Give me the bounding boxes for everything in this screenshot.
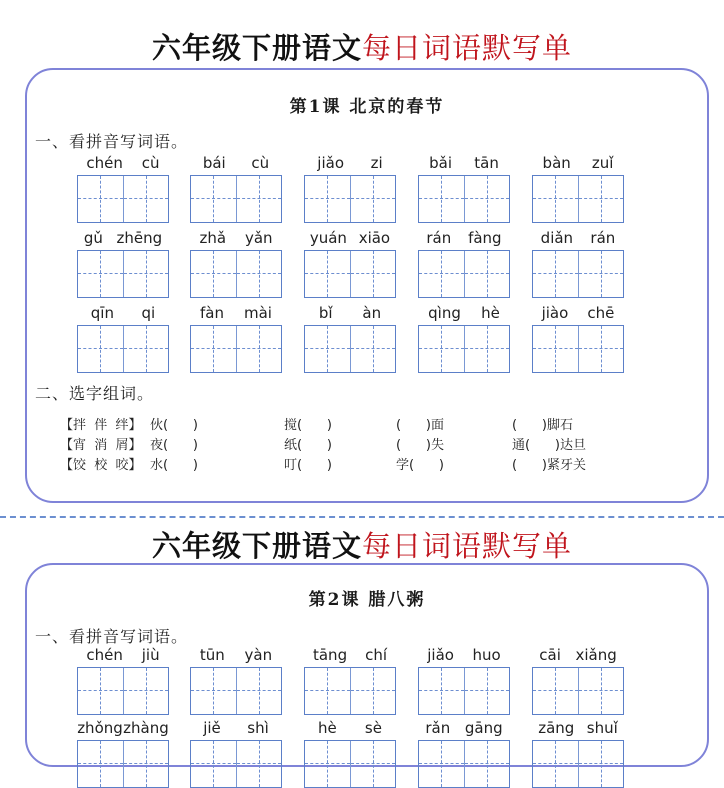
writing-grid-box[interactable] [77, 250, 169, 298]
pinyin-syllable: tāng [312, 646, 348, 664]
writing-grid-box[interactable] [532, 667, 624, 715]
guide-line-vertical [327, 176, 328, 222]
title-black-part: 六年级下册语文 [151, 31, 362, 65]
pinyin-syllable: àn [362, 304, 382, 322]
tianzige-cell[interactable] [236, 741, 282, 787]
writing-grid-box[interactable] [190, 740, 282, 788]
pinyin-label [418, 304, 510, 324]
choice-blank[interactable]: 搅( ) [284, 418, 332, 433]
guide-line-vertical [259, 668, 260, 714]
pinyin-label [190, 229, 282, 249]
section-1-heading: 一、看拼音写词语。 [35, 132, 189, 151]
pinyin-syllable: zi [370, 154, 383, 172]
tianzige-cell[interactable] [78, 741, 123, 787]
guide-line-vertical [259, 251, 260, 297]
pinyin-syllable: yàn [244, 646, 273, 664]
pinyin-syllable: zhēng [116, 229, 163, 247]
choice-blank[interactable]: ( )脚石 [512, 418, 573, 433]
pinyin-syllable: chén [86, 646, 123, 664]
pinyin-syllable: chén [86, 154, 123, 172]
tianzige-cell[interactable] [350, 326, 396, 372]
tianzige-cell[interactable] [464, 741, 510, 787]
tianzige-cell[interactable] [578, 668, 624, 714]
pinyin-label [77, 154, 169, 174]
tianzige-cell[interactable] [78, 251, 123, 297]
pinyin-syllable: qi [141, 304, 156, 322]
pinyin-label [418, 719, 510, 739]
choice-blank[interactable]: ( )失 [396, 438, 444, 453]
guide-line-vertical [259, 176, 260, 222]
pinyin-syllable: bǐ [318, 304, 333, 322]
tianzige-cell[interactable] [305, 741, 350, 787]
pinyin-syllable: jiào [541, 304, 569, 322]
lesson-title: 第1课 北京的春节 [289, 97, 445, 117]
guide-line-vertical [213, 668, 214, 714]
guide-line-vertical [601, 251, 602, 297]
guide-line-vertical [555, 668, 556, 714]
tianzige-cell[interactable] [123, 176, 169, 222]
pinyin-syllable: bái [202, 154, 226, 172]
tianzige-cell[interactable] [533, 251, 578, 297]
pinyin-label [532, 719, 624, 739]
guide-line-vertical [146, 251, 147, 297]
guide-line-vertical [555, 741, 556, 787]
tianzige-cell[interactable] [191, 741, 236, 787]
choice-blank[interactable]: 学( ) [396, 458, 444, 473]
guide-line-vertical [327, 741, 328, 787]
guide-line-vertical [441, 251, 442, 297]
section-1-heading: 一、看拼音写词语。 [35, 627, 189, 646]
tianzige-cell[interactable] [419, 668, 464, 714]
section-2-heading: 二、选字组词。 [35, 384, 155, 403]
writing-grid-box[interactable] [190, 667, 282, 715]
title-black-part: 六年级下册语文 [151, 529, 362, 563]
choice-blank[interactable]: 通( )达旦 [512, 438, 586, 453]
guide-line-vertical [327, 251, 328, 297]
pinyin-label [532, 646, 624, 666]
writing-grid-box[interactable] [77, 740, 169, 788]
tianzige-cell[interactable] [305, 176, 350, 222]
writing-grid-box[interactable] [304, 667, 396, 715]
guide-line-vertical [487, 251, 488, 297]
tianzige-cell[interactable] [350, 176, 396, 222]
tianzige-cell[interactable] [464, 251, 510, 297]
writing-grid-box[interactable] [304, 250, 396, 298]
pinyin-syllable: qìng [428, 304, 461, 322]
tianzige-cell[interactable] [350, 251, 396, 297]
tianzige-cell[interactable] [236, 668, 282, 714]
choice-blank[interactable]: 叮( ) [284, 458, 332, 473]
guide-line-vertical [487, 668, 488, 714]
pinyin-syllable: bàn [542, 154, 571, 172]
pinyin-syllable: chí [365, 646, 387, 664]
guide-line-vertical [441, 176, 442, 222]
guide-line-vertical [601, 176, 602, 222]
pinyin-syllable: jiǎo [317, 154, 345, 172]
tianzige-cell[interactable] [123, 326, 169, 372]
pinyin-syllable: shuǐ [586, 719, 618, 737]
choice-blank[interactable]: ( )紧牙关 [512, 458, 586, 473]
tianzige-cell[interactable] [533, 326, 578, 372]
pinyin-syllable: tūn [199, 646, 225, 664]
tianzige-cell[interactable] [464, 176, 510, 222]
tianzige-cell[interactable] [236, 251, 282, 297]
tianzige-cell[interactable] [533, 176, 578, 222]
guide-line-vertical [601, 326, 602, 372]
pinyin-syllable: huo [472, 646, 501, 664]
guide-line-vertical [441, 326, 442, 372]
pinyin-syllable: mài [244, 304, 272, 322]
pinyin-syllable: shì [247, 719, 269, 737]
pinyin-syllable: cù [141, 154, 160, 172]
tianzige-cell[interactable] [191, 668, 236, 714]
tianzige-cell[interactable] [578, 251, 624, 297]
guide-line-vertical [146, 326, 147, 372]
writing-grid-box[interactable] [304, 740, 396, 788]
guide-line-vertical [373, 251, 374, 297]
pinyin-label [304, 646, 396, 666]
pinyin-syllable: diǎn [540, 229, 574, 247]
guide-line-vertical [146, 741, 147, 787]
tianzige-cell[interactable] [78, 326, 123, 372]
tianzige-cell[interactable] [191, 176, 236, 222]
tianzige-cell[interactable] [578, 176, 624, 222]
pinyin-label [304, 229, 396, 249]
pinyin-syllable: xiǎng [575, 646, 617, 664]
guide-line-vertical [487, 176, 488, 222]
writing-grid-box[interactable] [418, 667, 510, 715]
guide-line-vertical [100, 741, 101, 787]
pinyin-label [304, 304, 396, 324]
guide-line-vertical [100, 668, 101, 714]
pinyin-label [190, 154, 282, 174]
guide-line-vertical [373, 741, 374, 787]
pinyin-syllable: zhǒng [77, 719, 123, 737]
choice-row [60, 414, 573, 434]
choice-blank[interactable]: ( )面 [396, 418, 444, 433]
tianzige-cell[interactable] [123, 668, 169, 714]
writing-grid-box[interactable] [77, 667, 169, 715]
choice-blank[interactable]: 水( ) [150, 458, 198, 473]
choice-row [60, 434, 586, 454]
guide-line-vertical [213, 176, 214, 222]
tianzige-cell[interactable] [419, 741, 464, 787]
title-red-part: 每日词语默写单 [362, 31, 573, 65]
pinyin-label [418, 229, 510, 249]
guide-line-vertical [327, 326, 328, 372]
pinyin-syllable: zuǐ [591, 154, 614, 172]
pinyin-label [532, 304, 624, 324]
cut-line-divider [0, 516, 724, 518]
pinyin-syllable: qīn [90, 304, 114, 322]
pinyin-syllable: fàng [468, 229, 502, 247]
pinyin-syllable: cāi [539, 646, 561, 664]
pinyin-syllable: rán [590, 229, 616, 247]
tianzige-cell[interactable] [578, 741, 624, 787]
pinyin-syllable: zhǎ [199, 229, 227, 247]
guide-line-vertical [487, 326, 488, 372]
pinyin-syllable: jiě [203, 719, 221, 737]
guide-line-vertical [259, 741, 260, 787]
writing-grid-box[interactable] [418, 740, 510, 788]
pinyin-syllable: cù [251, 154, 270, 172]
pinyin-syllable: yuán [309, 229, 347, 247]
pinyin-syllable: chē [587, 304, 615, 322]
pinyin-label [77, 646, 169, 666]
pinyin-syllable: xiāo [358, 229, 391, 247]
tianzige-cell[interactable] [350, 741, 396, 787]
tianzige-cell[interactable] [236, 176, 282, 222]
tianzige-cell[interactable] [533, 668, 578, 714]
pinyin-label [190, 646, 282, 666]
writing-grid-box[interactable] [190, 250, 282, 298]
pinyin-syllable: zhàng [123, 719, 169, 737]
guide-line-vertical [146, 668, 147, 714]
guide-line-vertical [213, 326, 214, 372]
pinyin-syllable: tān [474, 154, 499, 172]
tianzige-cell[interactable] [191, 326, 236, 372]
writing-grid-box[interactable] [418, 175, 510, 223]
guide-line-vertical [601, 668, 602, 714]
writing-grid-box[interactable] [304, 325, 396, 373]
tianzige-cell[interactable] [78, 176, 123, 222]
pinyin-syllable: rǎn [425, 719, 451, 737]
pinyin-label [304, 154, 396, 174]
writing-grid-box[interactable] [418, 325, 510, 373]
sheet-2-title [0, 524, 724, 565]
choice-blank[interactable]: 纸( ) [284, 438, 332, 453]
writing-grid-box[interactable] [532, 250, 624, 298]
writing-grid-box[interactable] [532, 175, 624, 223]
choice-blank[interactable]: 夜( ) [150, 438, 198, 453]
tianzige-cell[interactable] [123, 741, 169, 787]
pinyin-label [190, 304, 282, 324]
tianzige-cell[interactable] [123, 251, 169, 297]
choice-blank[interactable]: 伙( ) [150, 418, 198, 433]
tianzige-cell[interactable] [533, 741, 578, 787]
pinyin-syllable: zāng [538, 719, 575, 737]
guide-line-vertical [373, 176, 374, 222]
pinyin-label [304, 719, 396, 739]
writing-grid-box[interactable] [77, 325, 169, 373]
guide-line-vertical [601, 741, 602, 787]
pinyin-label [77, 304, 169, 324]
tianzige-cell[interactable] [578, 326, 624, 372]
guide-line-vertical [327, 668, 328, 714]
tianzige-cell[interactable] [419, 326, 464, 372]
guide-line-vertical [555, 251, 556, 297]
pinyin-syllable: jiù [141, 646, 160, 664]
pinyin-label [532, 229, 624, 249]
choice-options: 【拌 伴 绊】 [60, 418, 142, 433]
tianzige-cell[interactable] [350, 668, 396, 714]
choice-options: 【宵 消 屑】 [60, 438, 142, 453]
tianzige-cell[interactable] [419, 251, 464, 297]
guide-line-vertical [555, 176, 556, 222]
guide-line-vertical [259, 326, 260, 372]
pinyin-label [418, 646, 510, 666]
tianzige-cell[interactable] [419, 176, 464, 222]
pinyin-label [418, 154, 510, 174]
guide-line-vertical [100, 176, 101, 222]
pinyin-syllable: gāng [464, 719, 503, 737]
pinyin-label [77, 229, 169, 249]
pinyin-syllable: yǎn [244, 229, 273, 247]
guide-line-vertical [373, 326, 374, 372]
pinyin-syllable: hè [318, 719, 337, 737]
pinyin-syllable: fàn [200, 304, 224, 322]
pinyin-label [532, 154, 624, 174]
guide-line-vertical [100, 251, 101, 297]
tianzige-cell[interactable] [464, 668, 510, 714]
writing-grid-box[interactable] [77, 175, 169, 223]
guide-line-vertical [100, 326, 101, 372]
writing-grid-box[interactable] [190, 175, 282, 223]
tianzige-cell[interactable] [305, 668, 350, 714]
tianzige-cell[interactable] [236, 326, 282, 372]
writing-grid-box[interactable] [418, 250, 510, 298]
guide-line-vertical [213, 251, 214, 297]
guide-line-vertical [373, 668, 374, 714]
pinyin-syllable: hè [481, 304, 500, 322]
pinyin-label [190, 719, 282, 739]
pinyin-syllable: gǔ [83, 229, 103, 247]
guide-line-vertical [487, 741, 488, 787]
pinyin-syllable: bǎi [429, 154, 453, 172]
pinyin-syllable: jiǎo [427, 646, 454, 664]
writing-grid-box[interactable] [532, 325, 624, 373]
pinyin-syllable: sè [364, 719, 382, 737]
guide-line-vertical [146, 176, 147, 222]
guide-line-vertical [213, 741, 214, 787]
guide-line-vertical [555, 326, 556, 372]
choice-options: 【饺 校 咬】 [60, 458, 142, 473]
tianzige-cell[interactable] [305, 326, 350, 372]
title-red-part: 每日词语默写单 [362, 529, 573, 563]
pinyin-label [77, 719, 169, 739]
tianzige-cell[interactable] [191, 251, 236, 297]
writing-grid-box[interactable] [190, 325, 282, 373]
writing-grid-box[interactable] [304, 175, 396, 223]
guide-line-vertical [441, 668, 442, 714]
sheet-1-title [0, 26, 724, 67]
pinyin-syllable: rán [426, 229, 452, 247]
lesson-title: 第2课 腊八粥 [308, 590, 426, 610]
tianzige-cell[interactable] [78, 668, 123, 714]
guide-line-vertical [441, 741, 442, 787]
tianzige-cell[interactable] [305, 251, 350, 297]
tianzige-cell[interactable] [464, 326, 510, 372]
choice-row [60, 454, 586, 474]
writing-grid-box[interactable] [532, 740, 624, 788]
